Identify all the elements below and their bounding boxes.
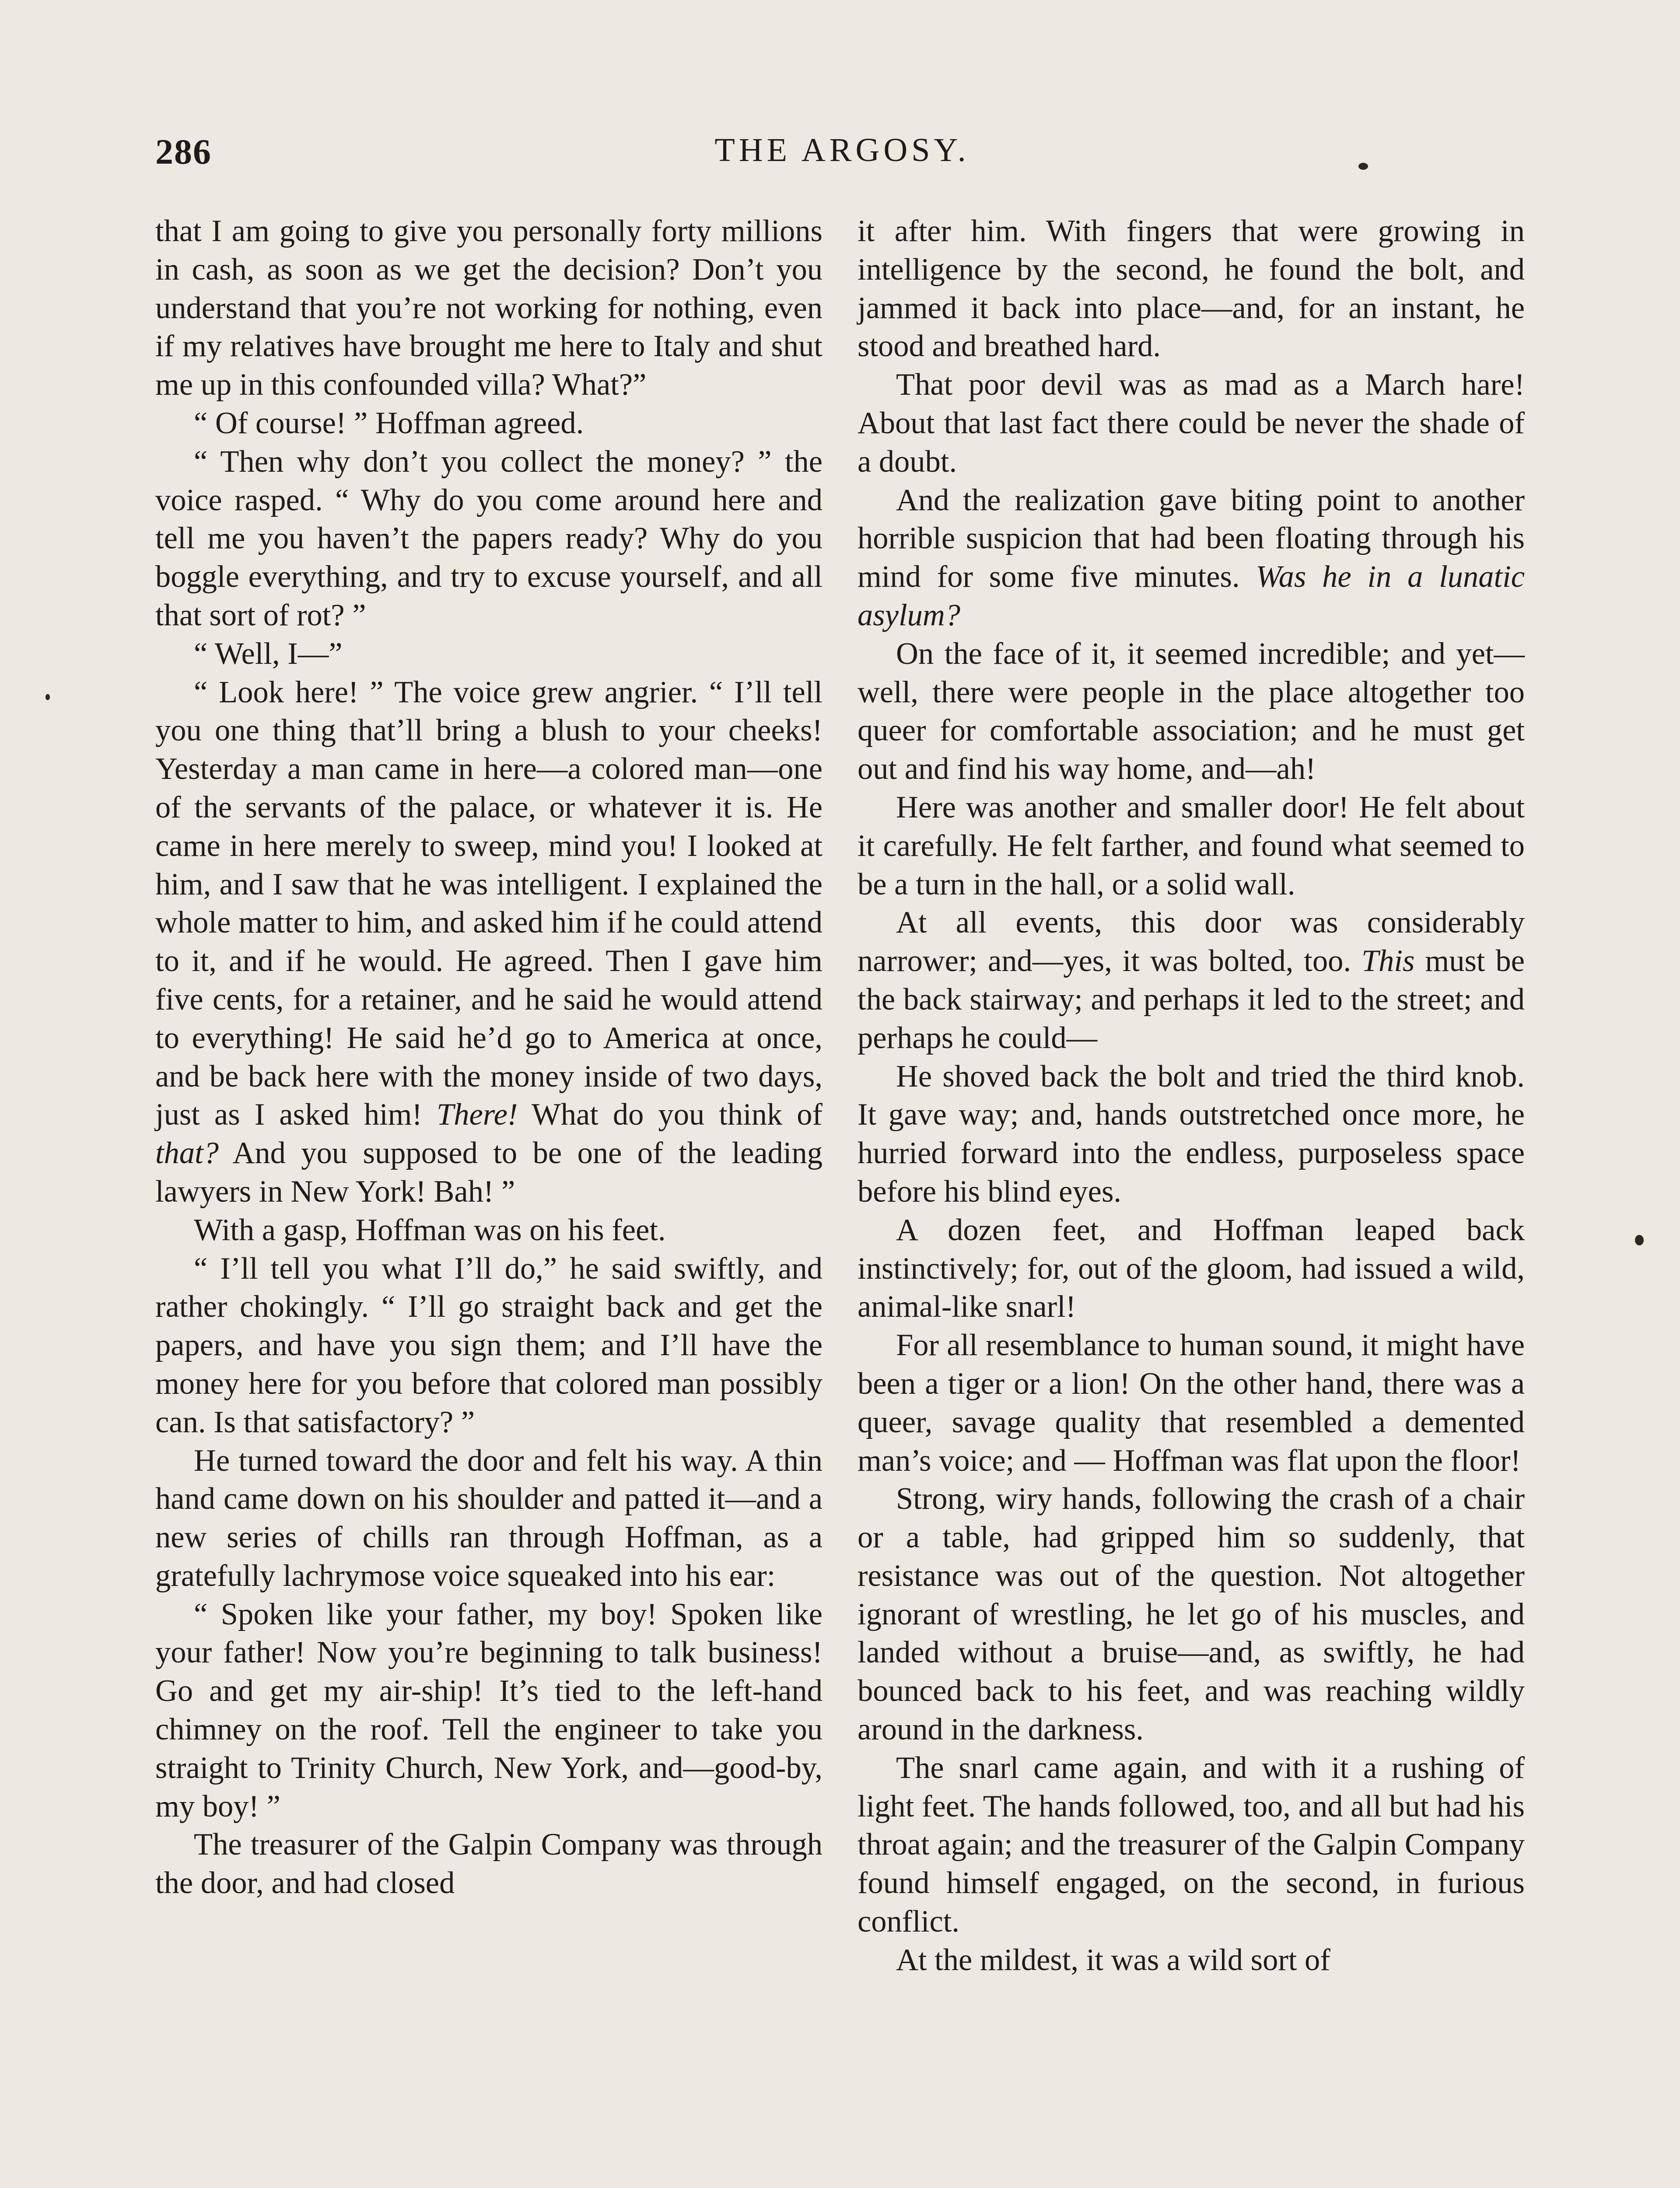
paragraph: “ Then why don’t you collect the money? ” the voice rasped. “ Why do you come around here and tell me you haven’t the papers ready? Why do you boggle everything, and try to excuse yourself, and all that sort of rot? ” [155,444,822,632]
paragraph: “ Well, I—” [194,636,343,671]
running-head: THE ARGOSY. [714,132,970,168]
paragraph: “ I’ll tell you what I’ll do,” he said swiftly, and rather chokingly. “ I’ll go straight back and get the papers, and have you sign them; and I’ll have the money here for you before that colored man possibly can. Is that satisfactory? ” [155,1251,822,1439]
paragraph: “ Look here! ” The voice grew angrier. “ I’ll tell you one thing that’ll bring a blush to your cheeks! Yesterday a man came in here—a colored man—one of the servants of the palace, or whatever it is. He came in here merely to sweep, mind you! I looked at him, and I saw that he was intelligent. I explained the whole matter to him, and asked him if he could attend to it, and if he would. He agreed. Then I gave him five cents, for a retainer, and he said he would attend to everything! He said he’d go to America at once, and be back here with the money inside of two days, just as I asked him! There! What do you think of that? And you supposed to be one of the leading lawyers in New York! Bah! ” [155,675,822,1209]
paragraph: At all events, this door was considerably narrower; and—yes, it was bolted, too. This must be the back stairway; and perhaps it led to the street; and perhaps he could— [858,905,1525,1055]
text-column-right [858,212,1525,1980]
paragraph: it after him. With fingers that were growing in intelligence by the second, he found the bolt, and jammed it back into place—and, for an instant, he stood and breathed hard. [858,214,1525,364]
paragraph: The snarl came again, and with it a rushing of light feet. The hands followed, too, and all but had his throat again; and the treasurer of the Galpin Company found himself engaged, on the second, in furious conflict. [858,1750,1525,1939]
paragraph: For all resemblance to human sound, it might have been a tiger or a lion! On the other hand, there was a queer, savage quality that resembled a demented man’s voice; and — Hoffman was flat upon the floor! [858,1328,1525,1478]
paragraph: Strong, wiry hands, following the crash of a chair or a table, had gripped him so suddenly, that resistance was out of the question. Not altogether ignorant of wrestling, he let go of his muscles, and landed without a bruise—and, as swiftly, he had bounced back to his feet, and was reaching wildly around in the darkness. [858,1482,1525,1747]
paragraph: Here was another and smaller door! He felt about it carefully. He felt farther, and found what seemed to be a turn in the hall, or a solid wall. [858,790,1525,901]
paragraph: With a gasp, Hoffman was on his feet. [194,1213,666,1247]
ink-speck [1358,163,1368,170]
paragraph: He turned toward the door and felt his way. A thin hand came down on his shoulder and patted it—and a new series of chills ran through Hoffman, as a gratefully lachrymose voice squeaked into his ear: [155,1443,822,1593]
ink-speck [46,694,50,700]
paragraph: On the face of it, it seemed incredible; and yet—well, there were people in the place altogether too queer for comfortable association; and he must get out and find his way home, and—ah! [858,636,1525,786]
paragraph: “ Of course! ” Hoffman agreed. [194,406,584,440]
paragraph: And the realization gave biting point to another horrible suspicion that had been floating through his mind for some five minutes. Was he in a lunatic asylum? [858,483,1525,632]
page-number: 286 [155,132,212,172]
paragraph: That poor devil was as mad as a March hare! About that last fact there could be never the shade of a doubt. [858,368,1525,479]
page-header [155,131,1529,179]
paragraph: that I am going to give you personally forty millions in cash, as soon as we get the decision? Don’t you understand that you’re not working for nothing, even if my relatives have brought me here to Italy and shut me up in this confounded villa? What?” [155,214,822,402]
paragraph: At the mildest, it was a wild sort of [896,1943,1330,1977]
ink-speck [1635,1235,1644,1245]
paragraph: The treasurer of the Galpin Company was through the door, and had closed [155,1827,822,1900]
text-column-left [155,212,822,1903]
paragraph: A dozen feet, and Hoffman leaped back instinctively; for, out of the gloom, had issued a wild, animal-like snarl! [858,1213,1525,1324]
paragraph: He shoved back the bolt and tried the third knob. It gave way; and, hands outstretched once more, he hurried forward into the endless, purposeless space before his blind eyes. [858,1059,1525,1209]
paragraph: “ Spoken like your father, my boy! Spoken like your father! Now you’re beginning to talk business! Go and get my air-ship! It’s tied to the left-hand chimney on the roof. Tell the engineer to take you straight to Trinity Church, New York, and—good-by, my boy! ” [155,1597,822,1823]
